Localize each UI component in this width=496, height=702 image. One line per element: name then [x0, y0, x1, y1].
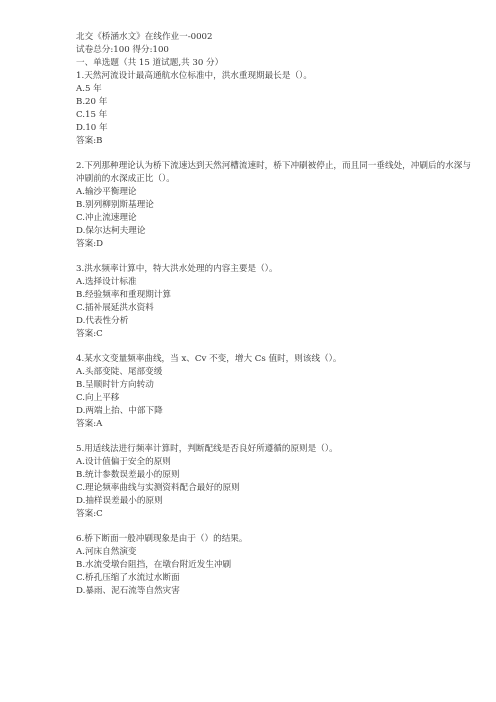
question-stem: 5.用适线法进行频率计算时，判断配线是否良好所遵循的原则是（）。: [76, 444, 338, 454]
option-a: A.选择设计标准: [76, 277, 137, 287]
option-b: B.别列柳别斯基理论: [76, 200, 154, 210]
question-1: [76, 70, 476, 148]
question-gap: [76, 251, 476, 263]
answer-text: 答案:C: [76, 509, 103, 519]
score-line: 试卷总分:100 得分:100: [76, 45, 169, 55]
option-a: A.5 年: [76, 84, 102, 94]
option-c: C.向上平移: [76, 393, 120, 403]
question-stem: 6.桥下断面一般冲刷现象是由于（）的结果。: [76, 534, 248, 544]
option-d: D.保尔达柯夫理论: [76, 226, 146, 236]
option-d: D.暴雨、泥石流等自然灾害: [76, 586, 180, 596]
answer-text: 答案:A: [76, 419, 103, 429]
option-b: B.水流受墩台阻挡，在墩台附近发生冲刷: [76, 560, 232, 570]
question-stem: 1.天然河流设计最高通航水位标准中，洪水重现期最长是（）。: [76, 71, 312, 81]
question-gap: [76, 521, 476, 533]
question-4: [76, 353, 476, 431]
option-b: B.呈顺时针方向转动: [76, 380, 154, 390]
question-stem: 3.洪水频率计算中，特大洪水处理的内容主要是（）。: [76, 264, 278, 274]
question-stem: 2.下列那种理论认为桥下流速达到天然河槽流速时，桥下冲刷被停止，而且同一垂线处，冲刷后的水深与冲刷前的水深成正比（）。: [76, 161, 471, 184]
question-gap: [76, 431, 476, 443]
option-a: A.设计值偏于安全的原则: [76, 457, 171, 467]
option-c: C.15 年: [76, 110, 108, 120]
option-b: B.经验频率和重现期计算: [76, 290, 171, 300]
question-2: [76, 160, 476, 251]
option-d: D.代表性分析: [76, 316, 129, 326]
option-a: A.河床自然演变: [76, 547, 137, 557]
option-c: C.桥孔压缩了水流过水断面: [76, 573, 180, 583]
exam-header: [76, 31, 476, 70]
question-6: [76, 533, 476, 598]
option-c: C.冲止流速理论: [76, 213, 137, 223]
question-gap: [76, 148, 476, 160]
question-5: [76, 443, 476, 521]
document-page: [76, 31, 476, 598]
answer-text: 答案:C: [76, 329, 103, 339]
answer-text: 答案:B: [76, 136, 103, 146]
option-a: A.输沙平衡理论: [76, 187, 137, 197]
answer-text: 答案:D: [76, 239, 103, 249]
option-b: B.统计参数误差最小的原则: [76, 470, 180, 480]
exam-title: 北交《桥涵水文》在线作业一-0002: [76, 32, 213, 42]
option-c: C.插补展延洪水资料: [76, 303, 154, 313]
question-stem: 4.某水文变量频率曲线，当 x、Cv 不变，增大 Cs 值时，则该线（）。: [76, 354, 342, 364]
option-c: C.理论频率曲线与实测资料配合最好的原则: [76, 483, 240, 493]
question-3: [76, 263, 476, 341]
option-d: D.抽样误差最小的原则: [76, 496, 163, 506]
section-heading: 一、单选题（共 15 道试题,共 30 分）: [76, 58, 224, 68]
question-gap: [76, 341, 476, 353]
option-b: B.20 年: [76, 97, 108, 107]
option-a: A.头部变陡、尾部变缓: [76, 367, 163, 377]
option-d: D.10 年: [76, 123, 108, 133]
option-d: D.两端上抬、中部下降: [76, 406, 163, 416]
